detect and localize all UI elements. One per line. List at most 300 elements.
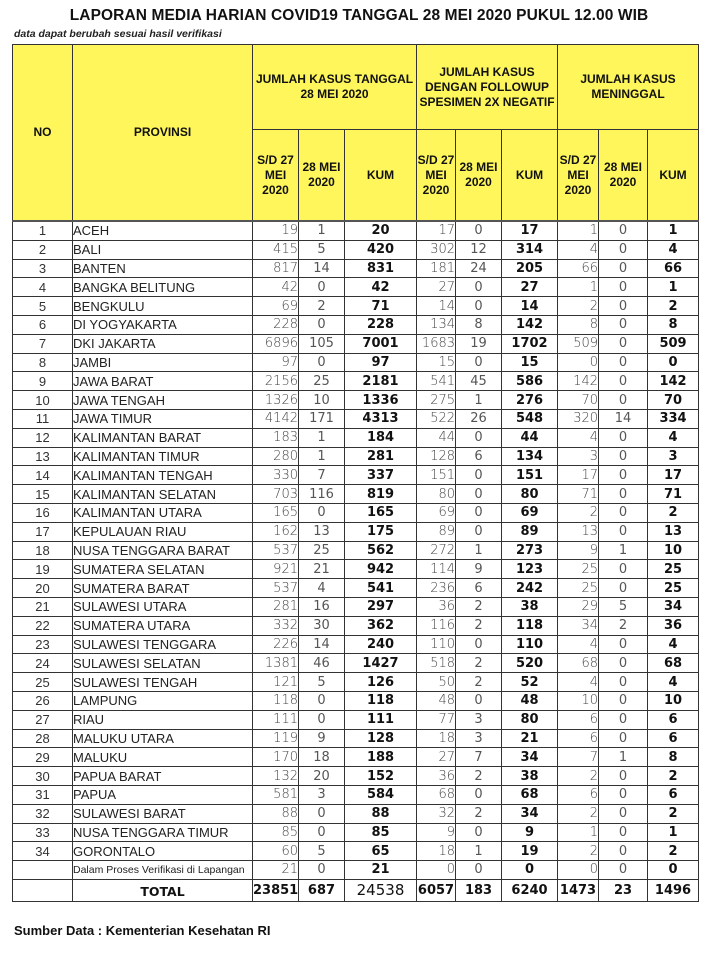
row-number: 20 xyxy=(13,579,73,598)
cases-kum-cell: 165 xyxy=(345,503,417,522)
recovered-prev-cell: 110 xyxy=(417,635,456,654)
recovered-today-cell: 2 xyxy=(456,804,502,823)
report-subtitle: data dapat berubah sesuai hasil verifikasi xyxy=(14,28,222,40)
table-body xyxy=(13,221,699,901)
deaths-kum-cell: 70 xyxy=(648,391,699,410)
recovered-prev-cell: 48 xyxy=(417,691,456,710)
recovered-today-cell: 1 xyxy=(456,842,502,861)
cases-today-cell: 0 xyxy=(299,315,345,334)
deaths-prev-cell: 6 xyxy=(558,729,599,748)
table-row xyxy=(13,767,699,786)
deaths-kum-cell: 2 xyxy=(648,842,699,861)
row-number: 10 xyxy=(13,391,73,410)
recovered-prev-cell: 128 xyxy=(417,447,456,466)
deaths-today-cell: 0 xyxy=(599,522,648,541)
deaths-today-cell: 0 xyxy=(599,804,648,823)
recovered-prev-cell: 32 xyxy=(417,804,456,823)
recovered-today-cell: 9 xyxy=(456,560,502,579)
province-name: GORONTALO xyxy=(73,842,253,861)
deaths-kum-cell: 36 xyxy=(648,616,699,635)
recovered-today-cell: 0 xyxy=(456,221,502,240)
deaths-kum-cell: 6 xyxy=(648,729,699,748)
cases-prev-cell: 42 xyxy=(253,278,299,297)
recovered-kum-cell: 273 xyxy=(502,541,558,560)
cases-kum-cell: 118 xyxy=(345,691,417,710)
cases-kum-cell: 819 xyxy=(345,485,417,504)
cases-kum-cell: 1427 xyxy=(345,654,417,673)
row-number: 24 xyxy=(13,654,73,673)
deaths-today-cell: 2 xyxy=(599,616,648,635)
recovered-kum-cell: 242 xyxy=(502,579,558,598)
table-row xyxy=(13,428,699,447)
recovered-today-cell: 12 xyxy=(456,240,502,259)
cases-today-cell: 10 xyxy=(299,391,345,410)
recovered-today-cell: 0 xyxy=(456,278,502,297)
cases-prev-cell: 537 xyxy=(253,541,299,560)
deaths-today-cell: 0 xyxy=(599,785,648,804)
cases-kum-cell: 562 xyxy=(345,541,417,560)
table-row xyxy=(13,635,699,654)
recovered-today-cell: 0 xyxy=(456,466,502,485)
recovered-today-cell: 0 xyxy=(456,485,502,504)
deaths-kum-cell: 2 xyxy=(648,767,699,786)
row-number: 22 xyxy=(13,616,73,635)
deaths-kum-cell: 10 xyxy=(648,691,699,710)
table-row-total xyxy=(13,879,699,901)
cases-today-cell: 0 xyxy=(299,353,345,372)
cases-today-cell: 4 xyxy=(299,579,345,598)
cases-kum-cell: 128 xyxy=(345,729,417,748)
recovered-prev-cell: 77 xyxy=(417,710,456,729)
recovered-prev-cell: 89 xyxy=(417,522,456,541)
cases-today-cell: 46 xyxy=(299,654,345,673)
cases-prev-cell: 537 xyxy=(253,579,299,598)
total-recovered-today: 183 xyxy=(456,879,502,901)
province-name: SULAWESI TENGAH xyxy=(73,673,253,692)
row-number: 17 xyxy=(13,522,73,541)
cases-prev-cell: 88 xyxy=(253,804,299,823)
deaths-today-cell: 0 xyxy=(599,842,648,861)
header-no: NO xyxy=(13,45,73,222)
recovered-kum-cell: 9 xyxy=(502,823,558,842)
deaths-prev-cell: 68 xyxy=(558,654,599,673)
total-deaths-today: 23 xyxy=(599,879,648,901)
deaths-today-cell: 0 xyxy=(599,485,648,504)
row-number: 6 xyxy=(13,315,73,334)
header-recovered-today: 28 MEI 2020 xyxy=(456,130,502,222)
deaths-kum-cell: 4 xyxy=(648,635,699,654)
recovered-kum-cell: 17 xyxy=(502,221,558,240)
deaths-prev-cell: 25 xyxy=(558,560,599,579)
recovered-kum-cell: 38 xyxy=(502,597,558,616)
cases-prev-cell: 330 xyxy=(253,466,299,485)
table-row xyxy=(13,654,699,673)
cases-kum-cell: 420 xyxy=(345,240,417,259)
cases-kum-cell: 97 xyxy=(345,353,417,372)
cases-kum-cell: 85 xyxy=(345,823,417,842)
province-name: BANGKA BELITUNG xyxy=(73,278,253,297)
deaths-prev-cell: 3 xyxy=(558,447,599,466)
deaths-kum-cell: 2 xyxy=(648,804,699,823)
cases-prev-cell: 921 xyxy=(253,560,299,579)
cases-prev-cell: 581 xyxy=(253,785,299,804)
table-row xyxy=(13,372,699,391)
table-row xyxy=(13,804,699,823)
cases-today-cell: 3 xyxy=(299,785,345,804)
total-deaths-kum: 1496 xyxy=(648,879,699,901)
cases-kum-cell: 228 xyxy=(345,315,417,334)
cases-kum-cell: 541 xyxy=(345,579,417,598)
deaths-prev-cell: 1 xyxy=(558,823,599,842)
deaths-prev-cell: 2 xyxy=(558,503,599,522)
cases-today-cell: 0 xyxy=(299,861,345,880)
row-number: 33 xyxy=(13,823,73,842)
cases-prev-cell: 817 xyxy=(253,259,299,278)
province-name: SUMATERA BARAT xyxy=(73,579,253,598)
row-number: 31 xyxy=(13,785,73,804)
recovered-today-cell: 3 xyxy=(456,729,502,748)
cases-kum-cell: 7001 xyxy=(345,334,417,353)
recovered-today-cell: 0 xyxy=(456,428,502,447)
cases-prev-cell: 132 xyxy=(253,767,299,786)
recovered-today-cell: 24 xyxy=(456,259,502,278)
deaths-kum-cell: 71 xyxy=(648,485,699,504)
total-cases-today: 687 xyxy=(299,879,345,901)
table-row xyxy=(13,842,699,861)
recovered-today-cell: 0 xyxy=(456,522,502,541)
province-name: KALIMANTAN TIMUR xyxy=(73,447,253,466)
deaths-prev-cell: 2 xyxy=(558,297,599,316)
cases-kum-cell: 1336 xyxy=(345,391,417,410)
recovered-today-cell: 1 xyxy=(456,541,502,560)
table-row xyxy=(13,447,699,466)
province-name: PAPUA BARAT xyxy=(73,767,253,786)
cases-today-cell: 9 xyxy=(299,729,345,748)
total-empty-cell xyxy=(13,879,73,901)
deaths-prev-cell: 10 xyxy=(558,691,599,710)
deaths-today-cell: 0 xyxy=(599,710,648,729)
table-row xyxy=(13,785,699,804)
recovered-today-cell: 45 xyxy=(456,372,502,391)
recovered-prev-cell: 541 xyxy=(417,372,456,391)
recovered-kum-cell: 27 xyxy=(502,278,558,297)
province-name: SULAWESI BARAT xyxy=(73,804,253,823)
total-cases-kum: 24538 xyxy=(345,879,417,901)
deaths-prev-cell: 6 xyxy=(558,710,599,729)
row-number: 2 xyxy=(13,240,73,259)
row-number: 1 xyxy=(13,221,73,240)
deaths-prev-cell: 8 xyxy=(558,315,599,334)
header-group-deaths: JUMLAH KASUS MENINGGAL xyxy=(558,45,699,130)
recovered-kum-cell: 1702 xyxy=(502,334,558,353)
cases-today-cell: 30 xyxy=(299,616,345,635)
deaths-prev-cell: 4 xyxy=(558,240,599,259)
province-name: ACEH xyxy=(73,221,253,240)
recovered-prev-cell: 18 xyxy=(417,842,456,861)
recovered-kum-cell: 15 xyxy=(502,353,558,372)
deaths-prev-cell: 0 xyxy=(558,861,599,880)
deaths-today-cell: 0 xyxy=(599,315,648,334)
row-number: 27 xyxy=(13,710,73,729)
recovered-today-cell: 6 xyxy=(456,447,502,466)
province-name: DKI JAKARTA xyxy=(73,334,253,353)
cases-prev-cell: 415 xyxy=(253,240,299,259)
table-row xyxy=(13,823,699,842)
deaths-today-cell: 0 xyxy=(599,259,648,278)
recovered-prev-cell: 9 xyxy=(417,823,456,842)
recovered-today-cell: 2 xyxy=(456,616,502,635)
deaths-prev-cell: 13 xyxy=(558,522,599,541)
cases-prev-cell: 183 xyxy=(253,428,299,447)
cases-prev-cell: 121 xyxy=(253,673,299,692)
cases-prev-cell: 111 xyxy=(253,710,299,729)
deaths-today-cell: 0 xyxy=(599,447,648,466)
recovered-today-cell: 0 xyxy=(456,297,502,316)
province-name: SULAWESI TENGGARA xyxy=(73,635,253,654)
cases-today-cell: 0 xyxy=(299,710,345,729)
deaths-today-cell: 0 xyxy=(599,729,648,748)
recovered-today-cell: 8 xyxy=(456,315,502,334)
cases-kum-cell: 942 xyxy=(345,560,417,579)
recovered-kum-cell: 110 xyxy=(502,635,558,654)
province-name: NUSA TENGGARA BARAT xyxy=(73,541,253,560)
deaths-today-cell: 1 xyxy=(599,748,648,767)
recovered-prev-cell: 0 xyxy=(417,861,456,880)
deaths-today-cell: 0 xyxy=(599,767,648,786)
total-recovered-prev: 6057 xyxy=(417,879,456,901)
table-row xyxy=(13,616,699,635)
row-number: 5 xyxy=(13,297,73,316)
cases-today-cell: 25 xyxy=(299,372,345,391)
table-row xyxy=(13,221,699,240)
cases-prev-cell: 21 xyxy=(253,861,299,880)
cases-kum-cell: 240 xyxy=(345,635,417,654)
deaths-kum-cell: 1 xyxy=(648,823,699,842)
cases-kum-cell: 126 xyxy=(345,673,417,692)
recovered-prev-cell: 69 xyxy=(417,503,456,522)
recovered-prev-cell: 302 xyxy=(417,240,456,259)
table-row xyxy=(13,391,699,410)
cases-today-cell: 14 xyxy=(299,259,345,278)
row-number: 12 xyxy=(13,428,73,447)
deaths-today-cell: 0 xyxy=(599,353,648,372)
deaths-today-cell: 0 xyxy=(599,466,648,485)
cases-kum-cell: 831 xyxy=(345,259,417,278)
deaths-kum-cell: 509 xyxy=(648,334,699,353)
cases-kum-cell: 21 xyxy=(345,861,417,880)
province-name: SUMATERA UTARA xyxy=(73,616,253,635)
table-row xyxy=(13,560,699,579)
recovered-today-cell: 2 xyxy=(456,673,502,692)
cases-prev-cell: 165 xyxy=(253,503,299,522)
deaths-prev-cell: 4 xyxy=(558,428,599,447)
deaths-today-cell: 0 xyxy=(599,861,648,880)
header-recovered-kum: KUM xyxy=(502,130,558,222)
table-row xyxy=(13,466,699,485)
table-row xyxy=(13,259,699,278)
deaths-prev-cell: 1 xyxy=(558,221,599,240)
province-name: JAWA TENGAH xyxy=(73,391,253,410)
deaths-kum-cell: 0 xyxy=(648,353,699,372)
cases-kum-cell: 88 xyxy=(345,804,417,823)
deaths-kum-cell: 6 xyxy=(648,785,699,804)
deaths-prev-cell: 17 xyxy=(558,466,599,485)
cases-today-cell: 1 xyxy=(299,447,345,466)
cases-today-cell: 105 xyxy=(299,334,345,353)
cases-prev-cell: 332 xyxy=(253,616,299,635)
deaths-kum-cell: 66 xyxy=(648,259,699,278)
cases-prev-cell: 6896 xyxy=(253,334,299,353)
province-name: LAMPUNG xyxy=(73,691,253,710)
deaths-today-cell: 0 xyxy=(599,221,648,240)
province-name: SUMATERA SELATAN xyxy=(73,560,253,579)
cases-kum-cell: 152 xyxy=(345,767,417,786)
deaths-today-cell: 14 xyxy=(599,409,648,428)
deaths-kum-cell: 0 xyxy=(648,861,699,880)
deaths-kum-cell: 142 xyxy=(648,372,699,391)
row-number: 14 xyxy=(13,466,73,485)
deaths-today-cell: 0 xyxy=(599,654,648,673)
deaths-today-cell: 0 xyxy=(599,391,648,410)
cases-today-cell: 18 xyxy=(299,748,345,767)
cases-kum-cell: 184 xyxy=(345,428,417,447)
recovered-kum-cell: 14 xyxy=(502,297,558,316)
table-row xyxy=(13,409,699,428)
deaths-kum-cell: 4 xyxy=(648,240,699,259)
province-name: PAPUA xyxy=(73,785,253,804)
cases-kum-cell: 42 xyxy=(345,278,417,297)
recovered-kum-cell: 19 xyxy=(502,842,558,861)
cases-today-cell: 21 xyxy=(299,560,345,579)
cases-prev-cell: 228 xyxy=(253,315,299,334)
deaths-prev-cell: 25 xyxy=(558,579,599,598)
deaths-today-cell: 0 xyxy=(599,503,648,522)
recovered-today-cell: 0 xyxy=(456,353,502,372)
deaths-kum-cell: 10 xyxy=(648,541,699,560)
recovered-today-cell: 0 xyxy=(456,503,502,522)
cases-kum-cell: 175 xyxy=(345,522,417,541)
row-number: 29 xyxy=(13,748,73,767)
cases-prev-cell: 703 xyxy=(253,485,299,504)
recovered-prev-cell: 27 xyxy=(417,748,456,767)
cases-today-cell: 1 xyxy=(299,221,345,240)
deaths-kum-cell: 334 xyxy=(648,409,699,428)
recovered-kum-cell: 205 xyxy=(502,259,558,278)
cases-prev-cell: 4142 xyxy=(253,409,299,428)
deaths-prev-cell: 9 xyxy=(558,541,599,560)
cases-kum-cell: 4313 xyxy=(345,409,417,428)
recovered-kum-cell: 118 xyxy=(502,616,558,635)
total-recovered-kum: 6240 xyxy=(502,879,558,901)
recovered-kum-cell: 123 xyxy=(502,560,558,579)
deaths-prev-cell: 142 xyxy=(558,372,599,391)
row-number: 11 xyxy=(13,409,73,428)
table-row xyxy=(13,710,699,729)
cases-kum-cell: 71 xyxy=(345,297,417,316)
deaths-kum-cell: 1 xyxy=(648,221,699,240)
recovered-kum-cell: 276 xyxy=(502,391,558,410)
recovered-kum-cell: 34 xyxy=(502,804,558,823)
recovered-kum-cell: 80 xyxy=(502,710,558,729)
deaths-today-cell: 1 xyxy=(599,541,648,560)
deaths-today-cell: 5 xyxy=(599,597,648,616)
cases-kum-cell: 65 xyxy=(345,842,417,861)
header-recovered-prev: S/D 27 MEI 2020 xyxy=(417,130,456,222)
cases-prev-cell: 1326 xyxy=(253,391,299,410)
deaths-kum-cell: 6 xyxy=(648,710,699,729)
cases-kum-cell: 2181 xyxy=(345,372,417,391)
recovered-prev-cell: 275 xyxy=(417,391,456,410)
recovered-today-cell: 0 xyxy=(456,823,502,842)
cases-today-cell: 0 xyxy=(299,691,345,710)
deaths-kum-cell: 13 xyxy=(648,522,699,541)
recovered-kum-cell: 142 xyxy=(502,315,558,334)
deaths-kum-cell: 2 xyxy=(648,297,699,316)
row-number: 23 xyxy=(13,635,73,654)
recovered-prev-cell: 80 xyxy=(417,485,456,504)
cases-prev-cell: 69 xyxy=(253,297,299,316)
cases-prev-cell: 97 xyxy=(253,353,299,372)
recovered-kum-cell: 21 xyxy=(502,729,558,748)
recovered-kum-cell: 38 xyxy=(502,767,558,786)
row-number: 15 xyxy=(13,485,73,504)
recovered-prev-cell: 36 xyxy=(417,767,456,786)
recovered-prev-cell: 522 xyxy=(417,409,456,428)
data-source: Sumber Data : Kementerian Kesehatan RI xyxy=(14,923,271,938)
province-name: MALUKU xyxy=(73,748,253,767)
recovered-kum-cell: 586 xyxy=(502,372,558,391)
cases-kum-cell: 111 xyxy=(345,710,417,729)
recovered-prev-cell: 14 xyxy=(417,297,456,316)
recovered-kum-cell: 80 xyxy=(502,485,558,504)
deaths-kum-cell: 2 xyxy=(648,503,699,522)
recovered-today-cell: 7 xyxy=(456,748,502,767)
recovered-kum-cell: 34 xyxy=(502,748,558,767)
table-row xyxy=(13,691,699,710)
province-name: Dalam Proses Verifikasi di Lapangan xyxy=(73,861,253,880)
province-name: RIAU xyxy=(73,710,253,729)
province-name: BENGKULU xyxy=(73,297,253,316)
recovered-today-cell: 0 xyxy=(456,785,502,804)
recovered-kum-cell: 134 xyxy=(502,447,558,466)
cases-prev-cell: 162 xyxy=(253,522,299,541)
cases-kum-cell: 337 xyxy=(345,466,417,485)
deaths-prev-cell: 7 xyxy=(558,748,599,767)
deaths-kum-cell: 3 xyxy=(648,447,699,466)
province-name: BALI xyxy=(73,240,253,259)
deaths-prev-cell: 4 xyxy=(558,673,599,692)
recovered-prev-cell: 15 xyxy=(417,353,456,372)
row-number: 21 xyxy=(13,597,73,616)
recovered-today-cell: 0 xyxy=(456,635,502,654)
row-number: 30 xyxy=(13,767,73,786)
province-name: KEPULAUAN RIAU xyxy=(73,522,253,541)
province-name: DI YOGYAKARTA xyxy=(73,315,253,334)
deaths-kum-cell: 8 xyxy=(648,748,699,767)
cases-today-cell: 0 xyxy=(299,804,345,823)
deaths-today-cell: 0 xyxy=(599,560,648,579)
deaths-prev-cell: 320 xyxy=(558,409,599,428)
row-number: 4 xyxy=(13,278,73,297)
table-row-pending-verification xyxy=(13,861,699,880)
recovered-prev-cell: 36 xyxy=(417,597,456,616)
header-cases-today: 28 MEI 2020 xyxy=(299,130,345,222)
cases-today-cell: 7 xyxy=(299,466,345,485)
row-number: 13 xyxy=(13,447,73,466)
recovered-prev-cell: 27 xyxy=(417,278,456,297)
deaths-prev-cell: 2 xyxy=(558,767,599,786)
province-name: KALIMANTAN TENGAH xyxy=(73,466,253,485)
